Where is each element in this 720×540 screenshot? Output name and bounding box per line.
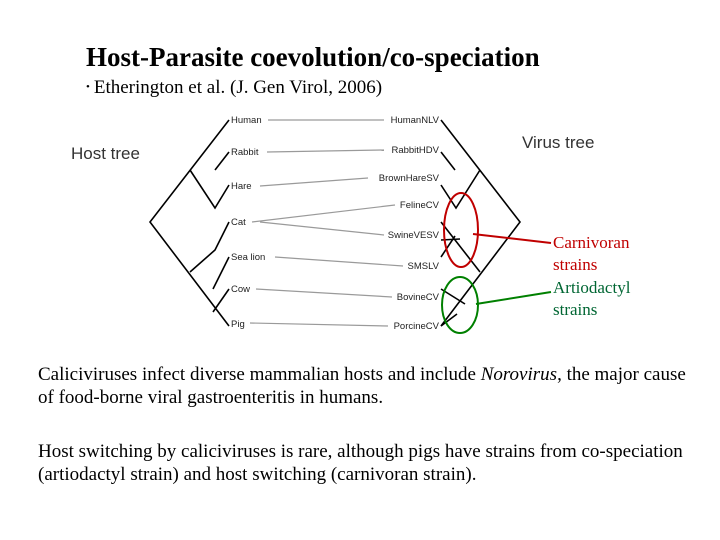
host-taxon-label: Sea lion	[231, 252, 266, 263]
artiodactyl-highlight-ellipse	[442, 277, 478, 333]
slide-title: Host-Parasite coevolution/co-speciation	[86, 42, 540, 72]
host-taxon-label: Cat	[231, 217, 246, 228]
body-paragraph-2: Host switching by caliciviruses is rare, although pigs have strains from co-speciation (artiodactyl strain) and host switching (carnivoran strain).	[38, 441, 683, 485]
host-taxon-label: Pig	[231, 319, 245, 330]
virus-tree-label: Virus tree	[522, 133, 595, 152]
norovirus-italic: Norovirus	[480, 364, 558, 385]
paragraph-text: , the major cause of food-borne viral gastroenteritis in humans.	[38, 364, 686, 408]
carnivoran-pointer-line	[473, 234, 551, 243]
virus-taxon-label: FelineCV	[399, 200, 439, 211]
virus-taxon-label: RabbitHDV	[391, 145, 439, 156]
virus-taxon-label: PorcineCV	[393, 321, 439, 332]
virus-taxon-label: BovineCV	[396, 292, 439, 303]
host-tree	[150, 120, 229, 326]
host-taxon-label: Human	[231, 115, 262, 126]
host-taxon-label: Hare	[231, 181, 252, 192]
bullet-icon: •	[86, 81, 90, 93]
callout-line: strains	[553, 255, 598, 274]
carnivoran-highlight-ellipse	[444, 193, 478, 267]
host-taxon-label: Cow	[231, 284, 251, 295]
carnivoran-strains-callout	[553, 232, 629, 276]
callout-line: Carnivoran	[553, 233, 630, 252]
virus-taxon-label: HumanNLV	[390, 115, 439, 126]
callout-line: strains	[553, 300, 598, 319]
body-paragraph-1	[38, 363, 698, 409]
association-lines	[250, 120, 403, 326]
citation-text: Etherington et al. (J. Gen Virol, 2006)	[93, 77, 383, 98]
artiodactyl-pointer-line	[476, 292, 551, 304]
artiodactyl-strains-callout	[553, 277, 630, 321]
virus-taxon-label: SwineVESV	[387, 230, 439, 241]
virus-taxon-label: BrownHareSV	[378, 173, 439, 184]
paragraph-text: Caliciviruses infect diverse mammalian hosts and include	[38, 364, 481, 385]
host-taxon-label: Rabbit	[231, 147, 259, 158]
callout-line: Artiodactyl	[553, 278, 631, 297]
virus-taxon-label: SMSLV	[407, 261, 439, 272]
host-tree-label: Host tree	[71, 144, 140, 163]
virus-tree	[441, 120, 520, 326]
